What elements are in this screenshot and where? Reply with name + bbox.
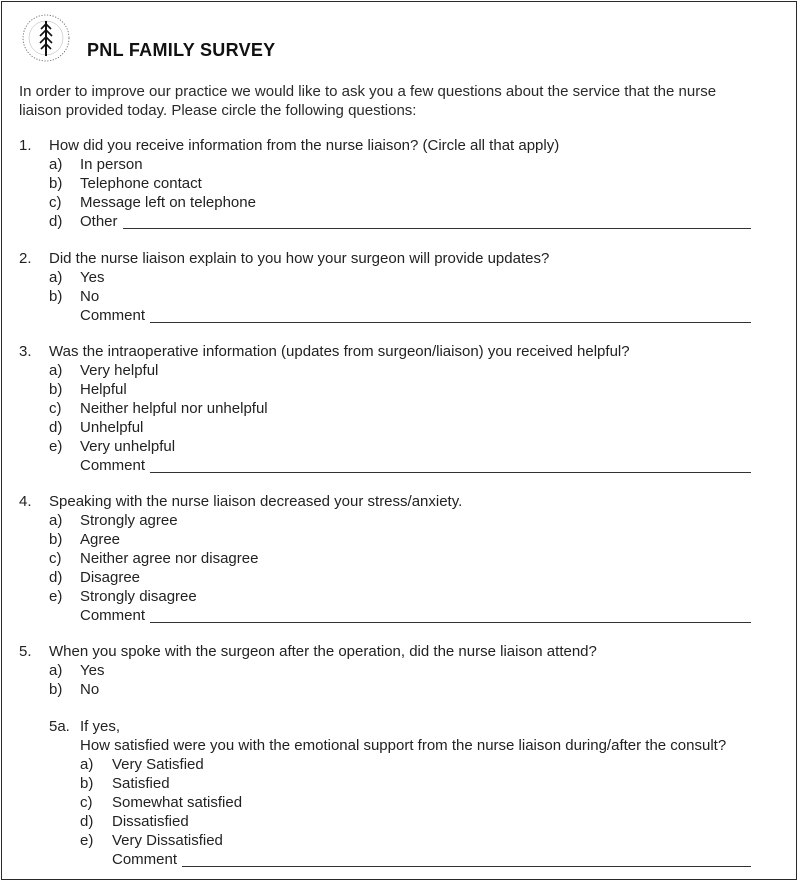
question-text: How did you receive information from the nurse liaison? (Circle all that apply)	[49, 137, 560, 154]
question-2: 2. Did the nurse liaison explain to you how your surgeon will provide updates? a) Yes b) No Comment	[19, 250, 759, 330]
comment-label: Comment	[80, 457, 146, 474]
question-text: How satisfied were you with the emotional support from the nurse liaison during/after the consult?	[80, 737, 727, 754]
question-text: When you spoke with the surgeon after the operation, did the nurse liaison attend?	[49, 643, 597, 660]
other-answer-line[interactable]	[123, 228, 751, 229]
question-number: 1.	[19, 137, 32, 154]
intro-text: In order to improve our practice we would like to ask you a few questions about the service that the nurse liaison provided today. Please circle the following questions:	[19, 83, 717, 119]
comment-label: Comment	[80, 307, 146, 324]
question-text: Speaking with the nurse liaison decreased your stress/anxiety.	[49, 493, 463, 510]
comment-line[interactable]	[182, 866, 751, 867]
comment-label: Comment	[80, 607, 146, 624]
question-5: 5. When you spoke with the surgeon after the operation, did the nurse liaison attend? a) Yes b) No	[19, 643, 597, 698]
question-number: 4.	[19, 493, 32, 510]
question-text: Did the nurse liaison explain to you how your surgeon will provide updates?	[49, 250, 550, 267]
question-3: 3. Was the intraoperative information (updates from surgeon/liaison) you received helpful? a) Very helpful b) Helpful c) Neither helpful nor unhelpful d) Unhelpful e) Very unhelpful Comment	[19, 343, 759, 473]
question-number: 2.	[19, 250, 32, 267]
question-5a: 5a. If yes, How satisfied were you with the emotional support from the nurse liaison during/after the consult? a) Very Satisfied b) Satisfied c) Somewhat satisfied d) Dissatisfied e) Very Dissatisfied Comment	[19, 718, 769, 868]
question-4: 4. Speaking with the nurse liaison decreased your stress/anxiety. a) Strongly agree b) Agree c) Neither agree nor disagree d) Disagree e) Strongly disagree Comment	[19, 493, 759, 623]
question-number: 3.	[19, 343, 32, 360]
caduceus-seal-icon	[20, 12, 72, 64]
comment-label: Comment	[112, 851, 178, 868]
comment-line[interactable]	[150, 322, 751, 323]
comment-line[interactable]	[150, 472, 751, 473]
question-condition: If yes,	[80, 718, 121, 735]
survey-title: PNL FAMILY SURVEY	[87, 40, 276, 60]
comment-line[interactable]	[150, 622, 751, 623]
question-number: 5.	[19, 643, 32, 660]
question-text: Was the intraoperative information (updates from surgeon/liaison) you received helpful?	[49, 343, 630, 360]
question-1: 1. How did you receive information from the nurse liaison? (Circle all that apply) a) In person b) Telephone contact c) Message left on telephone d) Other	[19, 137, 759, 237]
question-number: 5a.	[49, 718, 70, 735]
